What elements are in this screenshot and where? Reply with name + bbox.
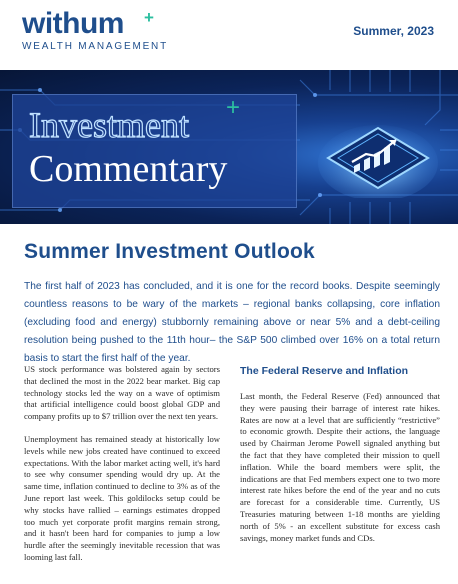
- body-paragraph: Unemployment has remained steady at historically low levels while new jobs created have continued to exceed expectations. With the labor market acting well, it's hard to see why consumer spending would dry up. At the same time, inflation continued to decline to 3% as of the June report last week. This goldilocks setup could be why stocks have rallied – earnings estimates dropped too much yet corporate profit margins remain strong, and it hasn't been hard for companies to jump a low hurdle after the seemingly inevitable recession that was looming last fall.: [24, 433, 220, 562]
- article-lede: The first half of 2023 has concluded, and it is one for the record books. Despite seemingly countless reasons to be wary of the markets – regional banks collapsing, core inflation (excluding food and energy) stubbornly remaining above or near 5% and a debt-ceiling resolution being pushed to the 11th hour– the S&P 500 climbed over 16% on a total return basis to start the first half of the year.: [24, 281, 440, 364]
- rising-chart-chip-icon: [318, 118, 438, 198]
- section-heading-fed: The Federal Reserve and Inflation: [240, 365, 409, 377]
- logo-wordmark: withum: [22, 7, 124, 40]
- left-column: [24, 364, 220, 564]
- banner-title-panel: [12, 94, 297, 208]
- banner-title-line1: Investment: [29, 105, 189, 145]
- issue-date: Summer, 2023: [353, 24, 434, 38]
- banner-plus-icon: +: [226, 94, 241, 121]
- logo-plus-icon: +: [144, 8, 154, 27]
- article-headline: Summer Investment Outlook: [24, 240, 315, 263]
- banner-title-line2: Commentary: [29, 148, 228, 190]
- withum-logo: [22, 8, 168, 52]
- logo-subtitle: WEALTH MANAGEMENT: [22, 41, 168, 52]
- hero-banner: [0, 70, 458, 224]
- right-column: [240, 364, 440, 544]
- body-paragraph: US stock performance was bolstered again by sectors that declined the most in the 2022 bear market. Big cap technology stocks led the way on a wave of optimism that artificial intelligence could boost global GDP and company profits up to $7 trillion over the next ten years.: [24, 364, 220, 422]
- body-paragraph: Last month, the Federal Reserve (Fed) announced that they were pausing their barrage of interest rate hikes. Rates are now at a level that are sufficiently “restrictive” to economic growth. Despite their actions, the language used by Chairman Jerome Powell signaled anything but the fact that they have completed their mission to quell inflation. While the board members were split, the indications are that Fed members expect one to two more interest rate hikes before the end of the year and no cuts are forecast for a considerable time. Currently, US Treasuries maturing between 1-18 months are yielding north of 5% - an excellent substitute for excess cash savings, money market funds and CDs.: [240, 391, 440, 543]
